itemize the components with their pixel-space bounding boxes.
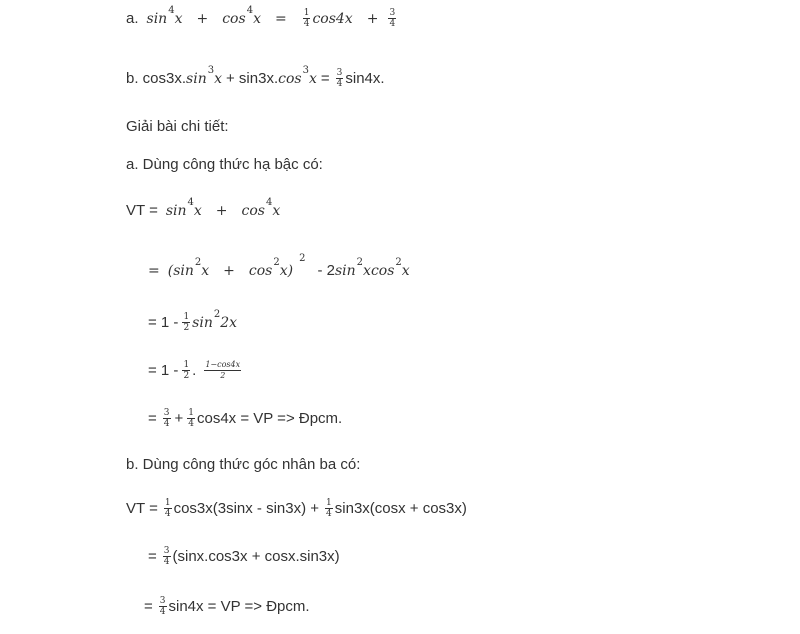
b-step-1	[148, 546, 340, 567]
fraction: $\frac{1}{4}$	[303, 8, 310, 29]
step-lead: = 1 -	[148, 362, 179, 379]
angle-term: 2x	[220, 314, 238, 331]
exponent: 2	[356, 257, 364, 268]
cos-term: cos	[248, 262, 273, 279]
fraction: $\frac{1}{2}$	[183, 360, 190, 381]
fraction: $\frac{3}{4}$	[163, 408, 170, 429]
exponent: 4	[168, 5, 175, 16]
exponent: 4	[246, 5, 254, 16]
plus-sign: +	[196, 10, 209, 27]
minus-two: - 2	[317, 262, 335, 279]
equals-sign: =	[274, 10, 287, 27]
fraction: $\frac{3}{4}$	[389, 8, 396, 29]
exponent: 4	[266, 197, 273, 208]
expression-tail: (sinx.cos3x + cosx.sin3x)	[172, 548, 340, 565]
equals-sign: =	[148, 262, 160, 279]
plus-sign: +	[215, 202, 228, 219]
b-heading-text: b. Dùng công thức góc nhân ba có:	[126, 456, 361, 473]
fraction: $\frac{3}{4}$	[336, 68, 343, 89]
variable: x	[214, 70, 222, 87]
fraction: $\frac{3}{4}$	[163, 546, 170, 567]
exponent: 2	[273, 257, 280, 268]
variable-close: x)	[279, 262, 294, 279]
a-vt-line	[126, 197, 281, 219]
problem-b-tail: sin4x.	[345, 70, 385, 87]
sin-term: sin	[186, 70, 207, 87]
cos-term: cos	[222, 10, 246, 27]
exponent: 3	[207, 65, 215, 76]
fraction: $\frac{1}{4}$	[164, 498, 171, 519]
plus-sign: +	[366, 10, 379, 27]
paren-sin-term: (sin	[167, 262, 194, 279]
sin-term: sin	[146, 10, 168, 27]
vt-label: VT =	[126, 500, 158, 517]
fraction: $\frac{3}{4}$	[159, 596, 166, 617]
a-heading-text: a. Dùng công thức hạ bậc có:	[126, 156, 323, 173]
equals-sign: =	[148, 548, 157, 565]
a-step-3	[148, 360, 243, 381]
vt-label: VT =	[126, 202, 158, 219]
problem-b-mid: + sin3x.	[226, 70, 279, 87]
equals-sign: =	[144, 598, 153, 615]
plus-sign: +	[174, 410, 184, 427]
exponent: 2	[395, 257, 402, 268]
b-heading	[126, 456, 360, 473]
b-step-2	[144, 596, 310, 617]
plus-sign: +	[223, 262, 235, 279]
sin-term: sin	[334, 262, 356, 279]
variable: x	[174, 10, 183, 27]
variable: x	[201, 262, 210, 279]
cos-term: cos	[278, 70, 302, 87]
b-vt-line	[126, 498, 467, 519]
variable: x	[272, 202, 281, 219]
problem-a	[126, 5, 398, 29]
expression-mid: cos3x(3sinx - sin3x) +	[173, 500, 320, 517]
solution-heading	[126, 118, 229, 135]
exponent: 2	[194, 257, 202, 268]
outer-exponent: 2	[299, 253, 306, 264]
step-lead: = 1 -	[148, 314, 179, 331]
solution-heading-text: Giải bài chi tiết:	[126, 118, 229, 135]
problem-b-lead: b. cos3x.	[126, 70, 187, 87]
problem-a-label: a.	[126, 10, 139, 27]
fraction: $\frac{1}{4}$	[326, 498, 332, 519]
a-heading	[126, 156, 323, 173]
a-step-2	[148, 309, 238, 333]
cos4x-term: cos4x	[312, 10, 353, 27]
exponent: 4	[187, 197, 194, 208]
fraction: $\frac{1}{4}$	[188, 408, 194, 429]
fraction: $\frac{1}{2}$	[183, 312, 190, 333]
sin-term: sin	[165, 202, 187, 219]
dot-sign: .	[192, 362, 197, 379]
exponent: 3	[302, 65, 309, 76]
a-step-1	[148, 253, 410, 279]
variable: x	[253, 10, 261, 27]
equals-sign: =	[148, 410, 157, 427]
problem-b	[126, 65, 385, 89]
conclusion-text: sin4x = VP => Đpcm.	[168, 598, 310, 615]
conclusion-text: cos4x = VP => Đpcm.	[197, 410, 343, 427]
cos-term: cos	[241, 202, 265, 219]
sin-term: sin	[192, 314, 213, 331]
expression-tail: sin3x(cosx + cos3x)	[334, 500, 467, 517]
a-step-4	[148, 408, 342, 429]
variable: x	[193, 202, 202, 219]
variable: x	[401, 262, 410, 279]
fraction: $\frac{1-\cos 4x}{2}$	[205, 360, 241, 380]
exponent: 2	[213, 309, 221, 320]
equals-sign: =	[320, 70, 330, 87]
variable: x	[308, 70, 317, 87]
xcos-term: xcos	[363, 262, 395, 279]
